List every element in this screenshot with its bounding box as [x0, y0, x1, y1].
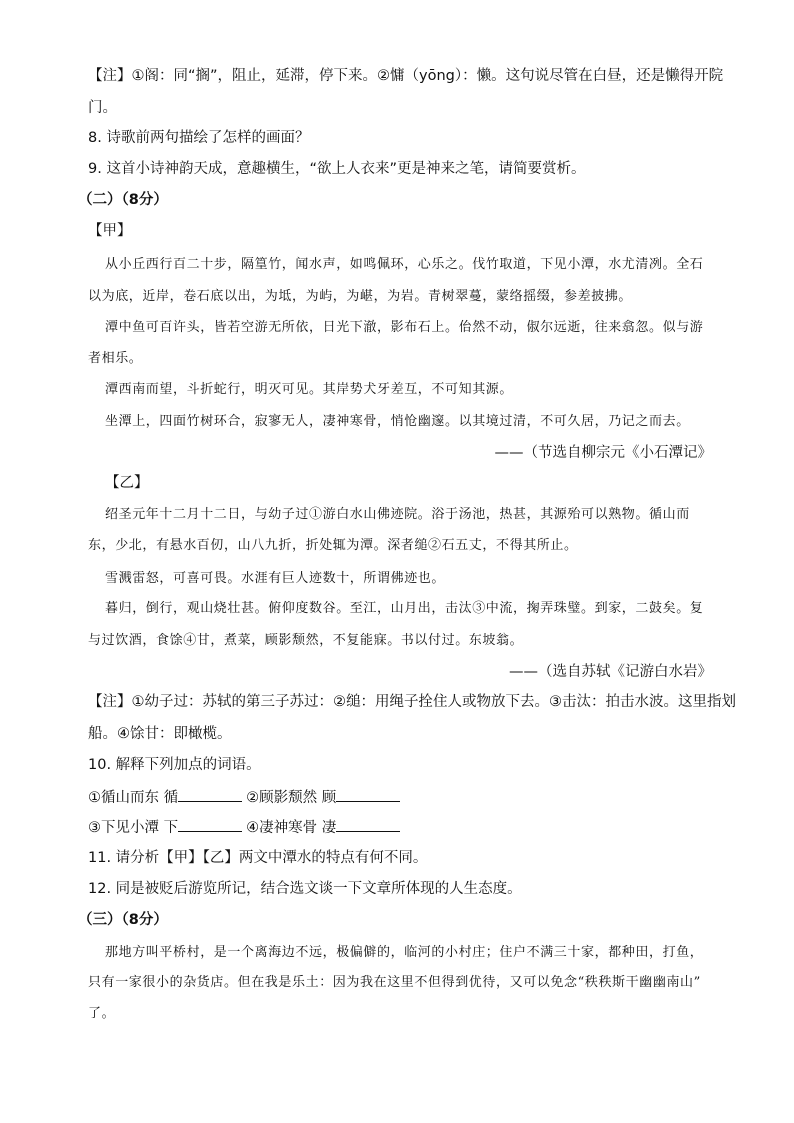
yi-paragraph-2: 雪溅雷怒，可喜可畏。水涯有巨人迹数十，所谓佛迹也。: [105, 571, 446, 586]
yi-paragraph-3-line-1: 暮归，倒行，观山烧壮甚。俯仰度数谷。至江，山月出，击汰③中流，掬弄珠璧。到家，二鼓矣。复: [105, 601, 704, 616]
passage-yi-label: 【乙】: [105, 475, 149, 491]
section-3-line-1: 那地方叫平桥村，是一个离海边不远，极偏僻的，临河的小村庄；住户不满三十家，都种田，打鱼，: [105, 945, 704, 960]
jia-paragraph-4: 坐潭上，四面竹树环合，寂寥无人，凄神寒骨，悄怆幽邃。以其境过清，不可久居，乃记之而去。: [105, 414, 690, 429]
question-11: 11. 请分析【甲】【乙】两文中潭水的特点有何不同。: [88, 850, 428, 866]
section-2-heading: （二）（8分）: [78, 192, 168, 208]
yi-note-line-2: 船。④馀甘：即橄榄。: [88, 726, 232, 742]
jia-paragraph-2-line-2: 者相乐。: [88, 351, 143, 366]
q10-item-2-label: ②顾影颓然 顾: [246, 790, 337, 806]
yi-paragraph-3-line-2: 与过饮酒，食馀④甘，煮菜，顾影颓然，不复能寐。书以付过。东坡翁。: [88, 633, 524, 648]
q10-item-4-label: ④凄神寒骨 凄: [246, 820, 337, 836]
q10-item-1-label: ①循山而东 循: [88, 790, 179, 806]
yi-paragraph-1-line-2: 东，少北，有悬水百仞，山八九折，折处辄为潭。深者缒②石五丈，不得其所止。: [88, 538, 578, 553]
poem-note-line-1: 【注】①阁：同“搁”，阻止，延滞，停下来。②慵（yōng）：懒。这句说尽管在白昼，还是懒得开院: [88, 68, 724, 84]
passage-jia-label: 【甲】: [88, 223, 132, 239]
answer-blank-3[interactable]: [178, 817, 242, 832]
answer-blank-1[interactable]: [178, 787, 242, 802]
jia-paragraph-2-line-1: 潭中鱼可百许头，皆若空游无所依，日光下澈，影布石上。佁然不动，俶尔远逝，往来翕忽。似与游: [105, 320, 704, 335]
question-9: 9. 这首小诗神韵天成，意趣横生，“欲上人衣来”更是神来之笔，请简要赏析。: [88, 161, 586, 177]
section-3-heading: （三）（8分）: [78, 912, 168, 928]
jia-source: ——（节选自柳宗元《小石潭记》: [494, 445, 712, 461]
poem-note-line-2: 门。: [88, 100, 117, 116]
jia-paragraph-3: 潭西南而望，斗折蛇行，明灭可见。其岸势犬牙差互，不可知其源。: [105, 382, 514, 397]
section-3-line-2: 只有一家很小的杂货店。但在我是乐土：因为我在这里不但得到优待，又可以免念“秩秩斯干幽幽南山”: [88, 975, 701, 990]
question-12: 12. 同是被贬后游览所记，结合选文谈一下文章所体现的人生态度。: [88, 881, 522, 897]
answer-blank-2[interactable]: [336, 787, 400, 802]
yi-note-line-1: 【注】①幼子过：苏轼的第三子苏过：②缒：用绳子拴住人或物放下去。③击汰：拍击水波。这里指划: [88, 694, 736, 710]
question-10-row-2: [88, 817, 404, 838]
section-3-line-3: 了。: [88, 1006, 116, 1021]
q10-item-3-label: ③下见小潭 下: [88, 820, 179, 836]
question-10-row-1: [88, 787, 404, 808]
yi-source: ——（选自苏轼《记游白水岩》: [509, 664, 712, 680]
question-10: 10. 解释下列加点的词语。: [88, 757, 261, 773]
yi-paragraph-1-line-1: 绍圣元年十二月十二日，与幼子过①游白水山佛迹院。浴于汤池，热甚，其源殆可以熟物。循山而: [105, 507, 690, 522]
answer-blank-4[interactable]: [336, 817, 400, 832]
jia-paragraph-1-line-2: 以为底，近岸，卷石底以出，为坻，为屿，为嵁，为岩。青树翠蔓，蒙络摇缀，参差披拂。: [88, 289, 633, 304]
jia-paragraph-1-line-1: 从小丘西行百二十步，隔篁竹，闻水声，如鸣佩环，心乐之。伐竹取道，下见小潭，水尤清冽。全石: [105, 257, 704, 272]
question-8: 8. 诗歌前两句描绘了怎样的画面？: [88, 130, 310, 146]
